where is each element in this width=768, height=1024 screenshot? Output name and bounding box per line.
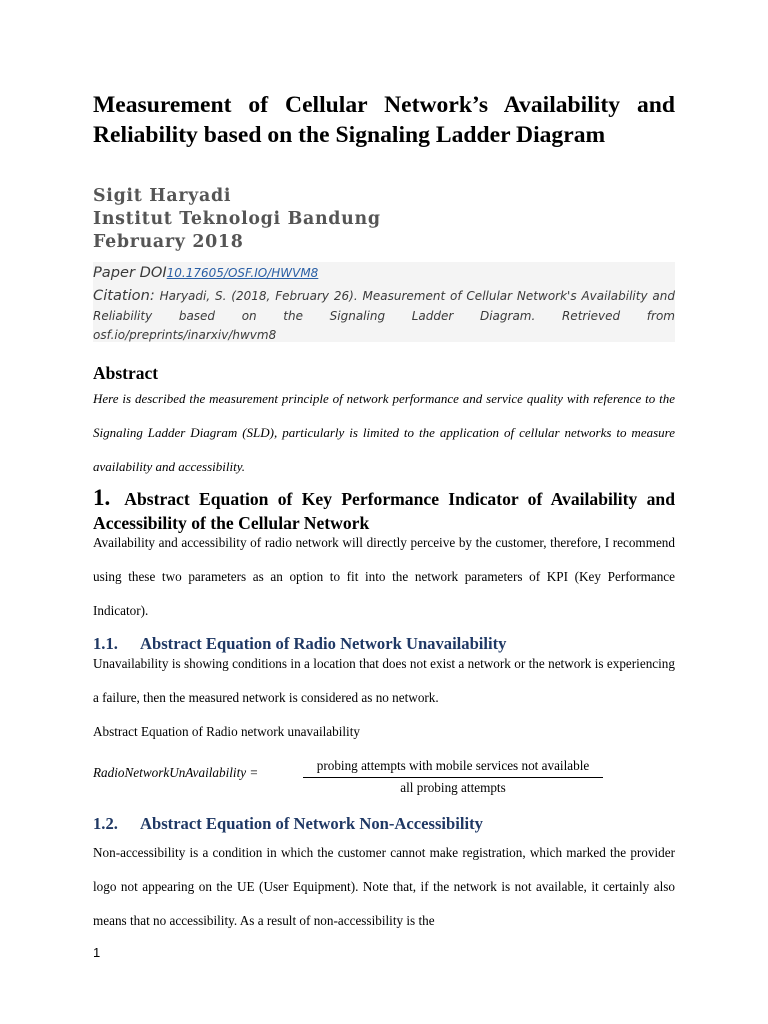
paper-title: Measurement of Cellular Network’s Availability and Reliability based on the Signaling Ladder Diagram — [93, 92, 675, 148]
section-1-2-title: Abstract Equation of Network Non-Accessibility — [140, 814, 483, 833]
section-1-2-heading — [93, 814, 483, 834]
abstract-text: Here is described the measurement principle of network performance and service quality with reference to the Signaling Ladder Diagram (SLD), particularly is limited to the application of cellular networks to measure availability and accessibility. — [93, 391, 675, 474]
section-1-1-title: Abstract Equation of Radio Network Unavailability — [140, 634, 507, 653]
equation-lhs: RadioNetworkUnAvailability = — [93, 765, 259, 780]
author-block — [93, 185, 675, 254]
equation-fraction — [303, 756, 603, 798]
section-1-title: Abstract Equation of Key Performance Indicator of Availability and Accessibility of the Cellular Network — [93, 489, 675, 533]
paper-page — [93, 0, 675, 1024]
equation-denominator: all probing attempts — [400, 780, 506, 795]
doi-line — [93, 262, 318, 284]
doi-link[interactable]: 10.17605/OSF.IO/HWVM8 — [166, 266, 319, 280]
section-1-text: Availability and accessibility of radio network will directly perceive by the customer, therefore, I recommend using these two parameters as an option to fit into the network parameters of KPI (Key Performance Indicator). — [93, 535, 675, 618]
publication-date: February 2018 — [93, 232, 244, 252]
section-1-1-number: 1.1. — [93, 634, 118, 653]
unavailability-equation — [93, 756, 675, 796]
section-1-number: 1. — [93, 485, 111, 510]
citation — [93, 286, 675, 346]
author-name: Sigit Haryadi — [93, 186, 232, 206]
abstract-heading: Abstract — [93, 363, 159, 383]
page-number: 1 — [93, 945, 101, 960]
citation-label: Citation: — [93, 287, 155, 304]
section-1-1-text: Unavailability is showing conditions in a location that does not exist a network or the network is experiencing a failure, then the measured network is considered as no network. — [93, 656, 675, 705]
section-1-2-number: 1.2. — [93, 814, 118, 833]
citation-text: Haryadi, S. (2018, February 26). Measurement of Cellular Network's Availability and Reliability based on the Signaling Ladder Diagram. Retrieved from osf.io/preprints/inarxiv/hwvm8 — [93, 289, 675, 342]
doi-label: Paper DOI — [93, 264, 167, 281]
equation-intro: Abstract Equation of Radio network unavailability — [93, 724, 360, 739]
section-1-2-text: Non-accessibility is a condition in which the customer cannot make registration, which marked the provider logo not appearing on the UE (User Equipment). Note that, if the network is not available, it certainly also means that no accessibility. As a result of non-accessibility is the — [93, 845, 675, 928]
author-institution: Institut Teknologi Bandung — [93, 209, 381, 229]
equation-numerator: probing attempts with mobile services not available — [316, 758, 590, 773]
